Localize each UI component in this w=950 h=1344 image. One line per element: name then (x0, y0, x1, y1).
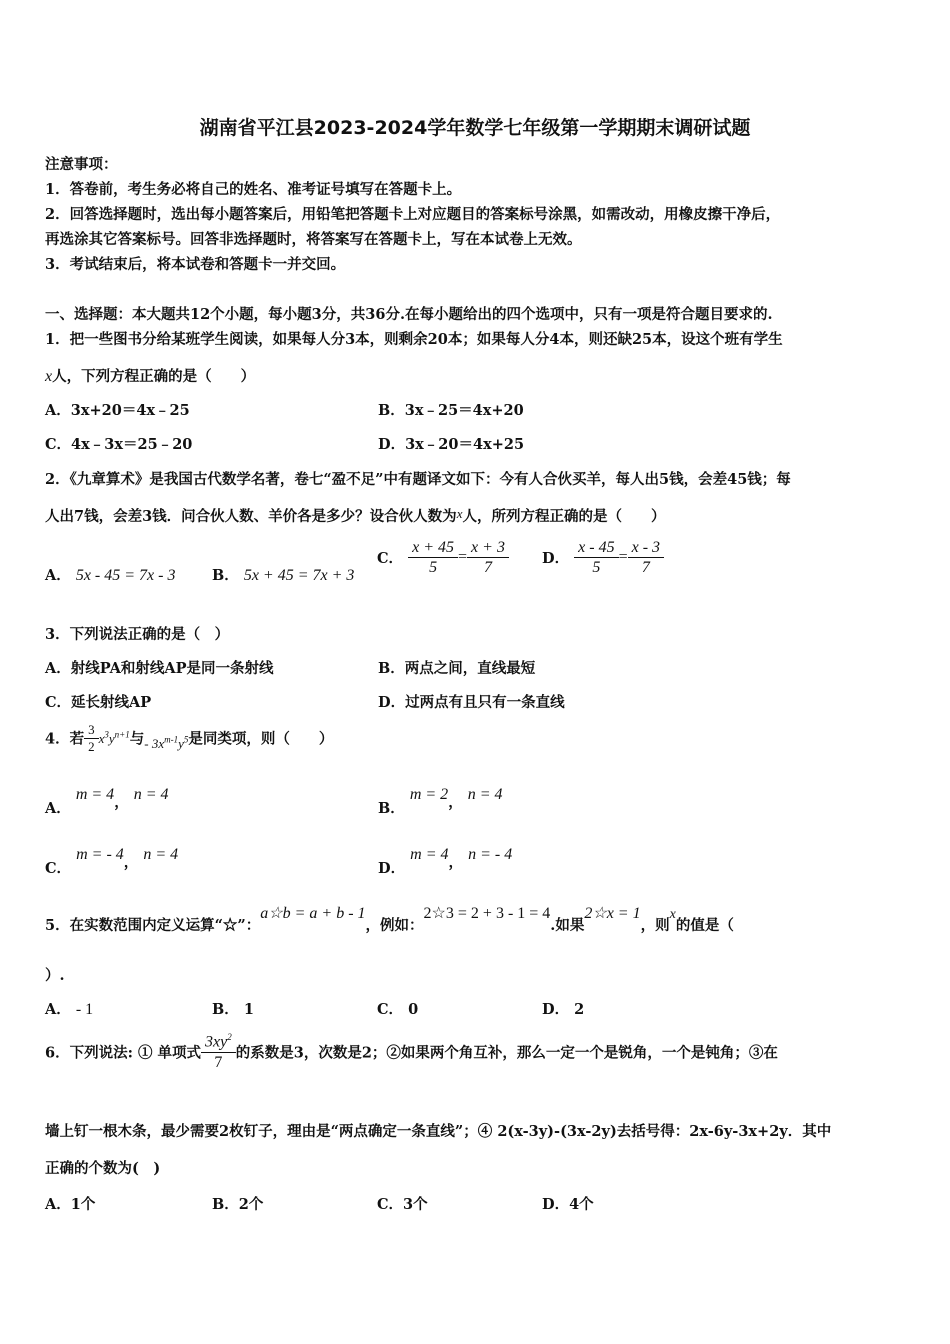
section-heading: 一、选择题：本大题共12个小题，每小题3分，共36分.在每小题给出的四个选项中，只有一项是符合题目要求的. (45, 306, 773, 323)
q5-option-b[interactable]: B． 1 (212, 1001, 254, 1018)
q3-option-c[interactable]: C．延长射线AP (45, 694, 152, 711)
q5-option-d[interactable]: D． 2 (542, 1001, 585, 1018)
q4-option-a[interactable]: A． m = 4， n = 4 (45, 786, 169, 817)
fraction: $\frac{3}{2}$ (84, 722, 99, 754)
q1-option-b[interactable]: B．3x﹣25＝4x+20 (378, 402, 524, 419)
question-3-stem: 3．下列说法正确的是（ ） (45, 626, 230, 643)
q2-option-d[interactable]: D． $\frac{x - 45}{5}$ = $\frac{x - 3}{7}$ (542, 538, 664, 577)
q3-option-a[interactable]: A．射线PA和射线AP是同一条射线 (45, 660, 274, 677)
question-2-stem-cont: 人出7钱，会差3钱．问合伙人数、羊价各是多少？设合伙人数为x人，所列方程正确的是（ ） (45, 506, 666, 525)
q1-option-d[interactable]: D．3x﹣20＝4x+25 (378, 436, 525, 453)
q3-option-b[interactable]: B．两点之间，直线最短 (378, 660, 536, 677)
q5-option-a[interactable]: A． - 1 (45, 1001, 94, 1018)
question-1-stem-cont: x人，下列方程正确的是（ ） (45, 368, 256, 385)
question-6-stem-cont: 墙上钉一根木条，最少需要2枚钉子，理由是“两点确定一条直线”；④ 2(x-3y)-(3x-2y)去括号得：2x-6y-3x+2y．其中 (45, 1123, 832, 1140)
notice-heading: 注意事项： (45, 156, 118, 173)
q2-option-a[interactable]: A． 5x - 45 = 7x - 3 (45, 567, 176, 584)
question-4-stem: 4．若 $\frac{3}{2}$ $x^3y^{n+1}$与- $3x^{m-1}y^5$是同类项，则（ ） (45, 722, 334, 754)
q6-option-b[interactable]: B．2个 (212, 1196, 264, 1213)
q1-option-c[interactable]: C．4x﹣3x＝25﹣20 (45, 436, 193, 453)
var-x: x (456, 506, 463, 521)
question-6-stem: 6．下列说法: ① 单项式 $\frac{3xy^2}{7}$ 的系数是3，次数是2；②如果两个角互补，那么一定一个是锐角，一个是钝角；③在 (45, 1032, 778, 1071)
question-6-stem-cont: 正确的个数为( ) (45, 1160, 161, 1177)
q6-option-c[interactable]: C．3个 (377, 1196, 428, 1213)
q5-option-c[interactable]: C． 0 (377, 1001, 419, 1018)
q4-option-d[interactable]: D． m = 4， n = - 4 (378, 846, 513, 877)
q6-option-d[interactable]: D．4个 (542, 1196, 594, 1213)
question-5-stem-cont: ）. (45, 967, 65, 984)
fraction: $\frac{x - 45}{5}$ (574, 538, 618, 577)
q4-option-c[interactable]: C． m = - 4， n = 4 (45, 846, 179, 877)
q1-option-a[interactable]: A．3x+20＝4x﹣25 (45, 402, 190, 419)
question-1-stem: 1．把一些图书分给某班学生阅读，如果每人分3本，则剩余20本；如果每人分4本，则还缺25本，设这个班有学生 (45, 331, 783, 348)
page-title: 湖南省平江县2023-2024学年数学七年级第一学期期末调研试题 (199, 117, 751, 139)
q6-option-a[interactable]: A．1个 (45, 1196, 96, 1213)
fraction: $\frac{x - 3}{7}$ (628, 538, 664, 577)
fraction: $\frac{x + 45}{5}$ (408, 538, 458, 577)
q2-option-b[interactable]: B． 5x + 45 = 7x + 3 (212, 567, 355, 584)
fraction: $\frac{x + 3}{7}$ (467, 538, 509, 577)
question-2-stem: 2．《九章算术》是我国古代数学名著，卷七“盈不足”中有题译文如下：今有人合伙买羊，每人出5钱，会差45钱；每 (45, 471, 791, 488)
var-x: x (45, 368, 53, 385)
notice-item: 再选涂其它答案标号。回答非选择题时，将答案写在答题卡上，写在本试卷上无效。 (45, 231, 582, 248)
q2-option-c[interactable]: C． $\frac{x + 45}{5}$ = $\frac{x + 3}{7}$ (377, 538, 509, 577)
notice-item: 2．回答选择题时，选出每小题答案后，用铅笔把答题卡上对应题目的答案标号涂黑，如需改动，用橡皮擦干净后， (45, 206, 781, 223)
notice-item: 3．考试结束后，将本试卷和答题卡一并交回。 (45, 256, 346, 273)
q3-option-d[interactable]: D．过两点有且只有一条直线 (378, 694, 565, 711)
q4-option-b[interactable]: B． m = 2， n = 4 (378, 786, 503, 817)
question-5-stem: 5．在实数范围内定义运算“☆”：a☆b = a + b - 1，例如：2☆3 = 2 + 3 - 1 = 4.如果2☆x = 1，则x的值是（ (45, 905, 734, 934)
fraction: $\frac{3xy^2}{7}$ (201, 1032, 236, 1072)
notice-item: 1．答卷前，考生务必将自己的姓名、准考证号填写在答题卡上。 (45, 181, 462, 198)
